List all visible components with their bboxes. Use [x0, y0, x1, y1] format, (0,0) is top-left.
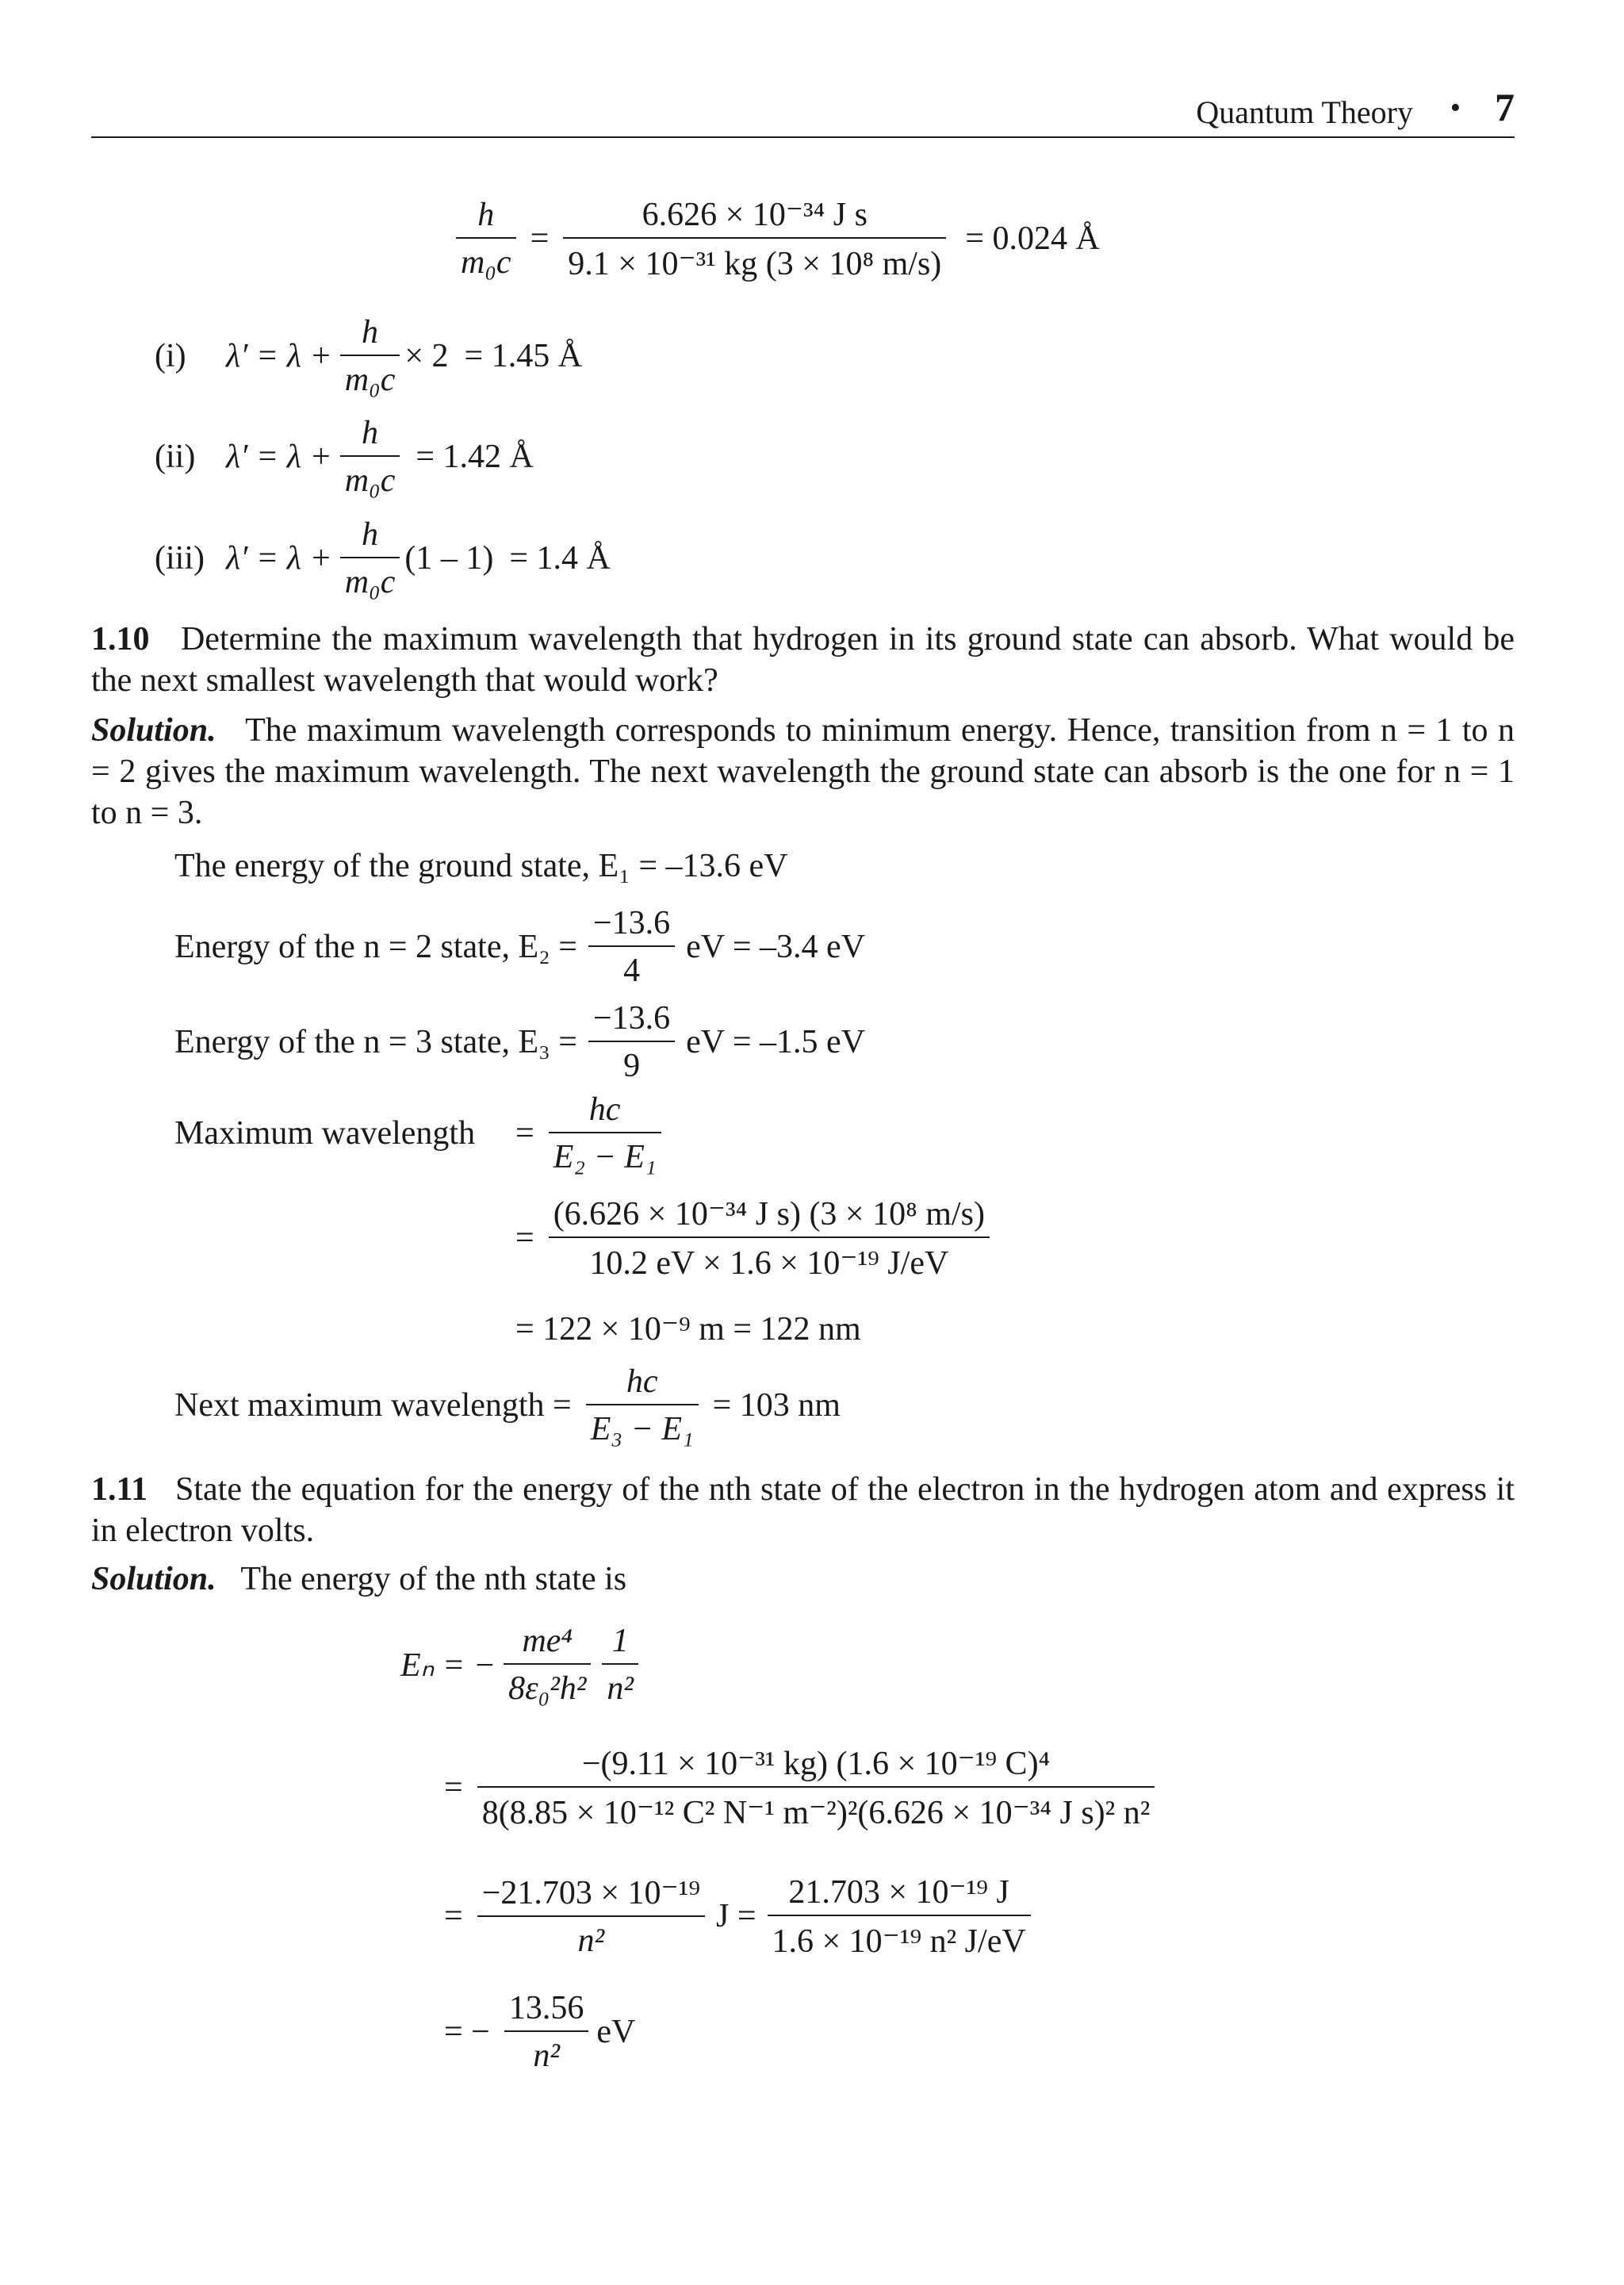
solution-label: Solution.: [91, 1561, 216, 1597]
case-iii-equation: (iii) λ′ = λ + $\frac{h}{\text{m₀c}}$ (1 – 1) = 1.4 Å: [155, 516, 611, 600]
solution-1-11: [91, 1558, 1515, 1600]
chapter-title: Quantum Theory: [1196, 94, 1413, 130]
ground-state-energy: The energy of the ground state, E₁ = –13.6 eV: [174, 848, 788, 884]
problem-text: State the equation for the energy of the nth state of the electron in the hydrogen atom and express it in electron volts.: [91, 1471, 1515, 1549]
energy-simplified: = $\frac{\text{−21.703 × 10⁻¹⁹}}{\text{n²}}$ J = $\frac{\text{21.703 × 10⁻¹⁹ J}}{\text{1.6 × 10⁻¹⁹ n² J/eV}}$: [444, 1872, 1031, 1961]
fraction-h-over-m0c: $\frac{h}{\text{m₀c}}$: [456, 196, 516, 282]
solution-text: The energy of the nth state is: [240, 1561, 627, 1597]
case-ii-equation: (ii) λ′ = λ + $\frac{h}{\text{m₀c}}$ = 1.42 Å: [155, 415, 534, 499]
bullet-separator: •: [1450, 91, 1461, 125]
problem-number: 1.11: [91, 1471, 148, 1508]
page-number: 7: [1495, 85, 1515, 129]
max-wavelength-result: = 122 × 10⁻⁹ m = 122 nm: [515, 1311, 861, 1348]
energy-final-result: = − $\frac{13.56}{\text{n²}}$ eV: [444, 1990, 636, 2074]
compton-result: = 0.024 Å: [965, 220, 1100, 257]
problem-number: 1.10: [91, 621, 150, 658]
solution-label: Solution.: [91, 712, 216, 749]
problem-text: Determine the maximum wavelength that hydrogen in its ground state can absorb. What would be the next smallest wavelength that would work?: [91, 621, 1515, 699]
fraction-compton-value: $\frac{\text{6.626 × 10⁻³⁴ J s}}{\text{9.1 × 10⁻³¹ kg (3 × 10⁸ m/s)}}$: [563, 194, 946, 283]
n3-state-energy: Energy of the n = 3 state, E₃ = $\frac{-13.6}{9}$ eV = –1.5 eV: [174, 1000, 866, 1084]
compton-wavelength-equation: $\frac{h}{\text{m₀c}}$ = $\frac{\text{6.626 × 10⁻³⁴ J s}}{\text{9.1 × 10⁻³¹ kg (3 × 10⁸ m/s)}}$ = 0.024 Å: [456, 194, 1100, 283]
case-i-equation: (i) λ′ = λ + $\frac{h}{\text{m₀c}}$ × 2 = 1.45 Å: [155, 314, 583, 398]
solution-1-10: [91, 710, 1515, 834]
energy-nth-state-formula: Eₙ = − $\frac{\text{me⁴}}{\text{8ε₀²h²}}$ $\frac{1}{\text{n²}}$: [400, 1622, 638, 1708]
max-wavelength-formula: Maximum wavelength = $\frac{hc}{\text{E₂ − E₁}}$: [174, 1091, 661, 1176]
solution-text: The maximum wavelength corresponds to minimum energy. Hence, transition from n = 1 to n = 2 gives the maximum wavelength. The next wavelength the ground state can absorb is the one for n = 1 to n = 3.: [91, 712, 1515, 831]
next-wavelength-formula: Next maximum wavelength = $\frac{hc}{\text{E₃ − E₁}}$ = 103 nm: [174, 1363, 841, 1447]
problem-1-11: [91, 1469, 1515, 1551]
energy-substitution: = $\frac{\text{−(9.11 × 10⁻³¹ kg) (1.6 × 10⁻¹⁹ C)⁴}}{\text{8(8.85 × 10⁻¹² C² N⁻¹ m⁻²)²(6.626 × 10⁻³⁴ J s)² n²}}$: [444, 1743, 1155, 1832]
max-wavelength-substitution: = $\frac{\text{(6.626 × 10⁻³⁴ J s) (3 × 10⁸ m/s)}}{\text{10.2 eV × 1.6 × 10⁻¹⁹ J/eV}}$: [515, 1194, 990, 1282]
running-header: [91, 85, 1515, 138]
n2-state-energy: Energy of the n = 2 state, E₂ = $\frac{-13.6}{4}$ eV = –3.4 eV: [174, 905, 866, 989]
problem-1-10: [91, 619, 1515, 701]
